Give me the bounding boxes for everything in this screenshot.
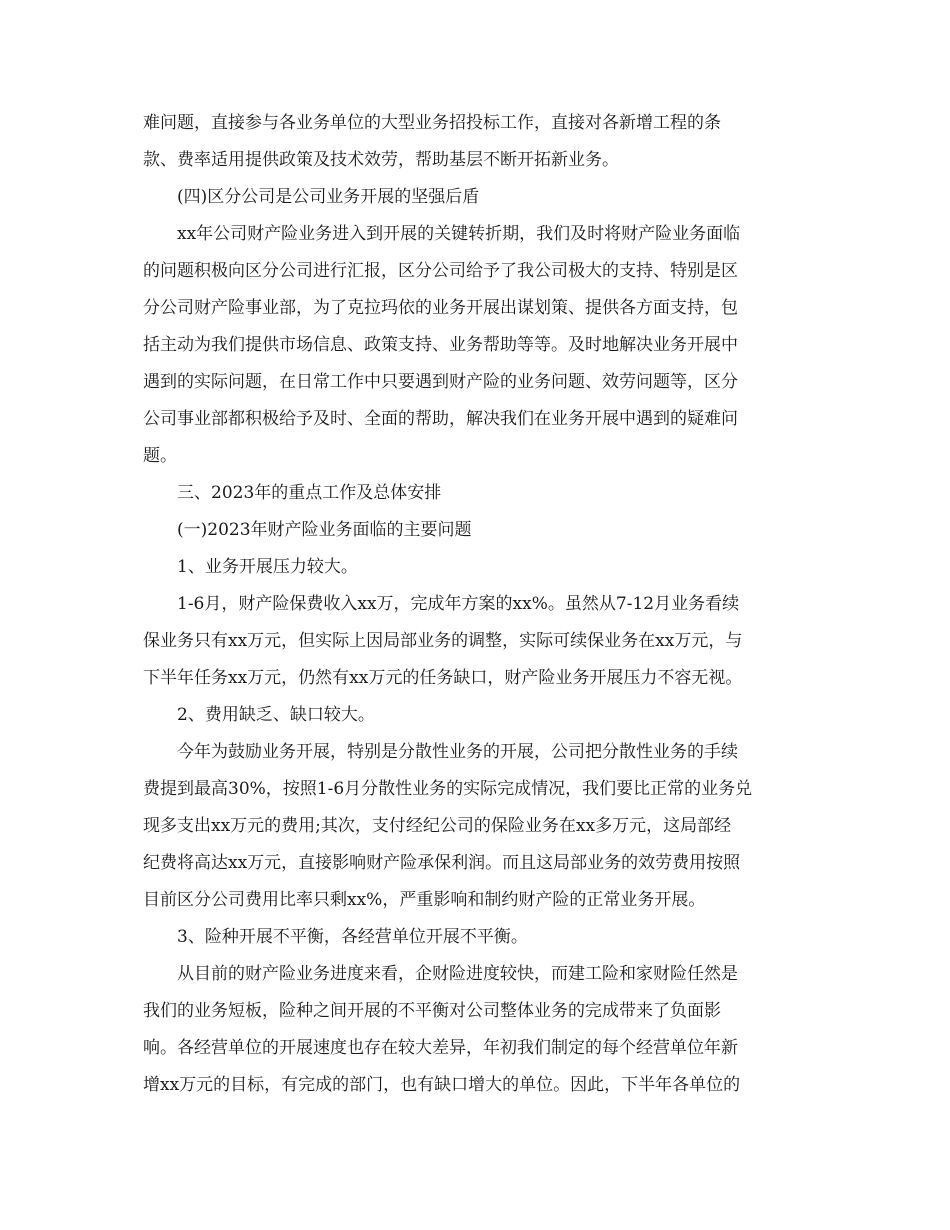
numbered-heading: 2、费用缺乏、缺口较大。 [177, 705, 375, 725]
text-line: 下半年任务xx万元，仍然有xx万元的任务缺口，财产险业务开展压力不容无视。 [143, 668, 743, 688]
paragraph-start: 从目前的财产险业务进度来看，企财险进度较快，而建工险和家财险任然是 [177, 964, 738, 984]
text-line: 的问题积极向区分公司进行汇报，区分公司给予了我公司极大的支持、特别是区 [143, 261, 738, 281]
text-line: 增xx万元的目标，有完成的部门，也有缺口增大的单位。因此，下半年各单位的 [143, 1075, 741, 1095]
text-line: 款、费率适用提供政策及技术效劳，帮助基层不断开拓新业务。 [143, 150, 619, 170]
paragraph-start: xx年公司财产险业务进入到开展的关键转折期，我们及时将财产险业务面临 [177, 224, 741, 244]
text-line: 保业务只有xx万元，但实际上因局部业务的调整，实际可续保业务在xx万元，与 [143, 631, 743, 651]
section-heading: (四)区分公司是公司业务开展的坚强后盾 [177, 187, 480, 207]
text-line: 难问题，直接参与各业务单位的大型业务招投标工作，直接对各新增工程的条 [143, 113, 721, 133]
text-line: 纪费将高达xx万元，直接影响财产险承保利润。而且这局部业务的效劳费用按照 [143, 853, 741, 873]
text-line: 响。各经营单位的开展速度也存在较大差异，年初我们制定的每个经营单位年新 [143, 1038, 738, 1058]
text-line: 遇到的实际问题，在日常工作中只要遇到财产险的业务问题、效劳问题等，区分 [143, 372, 738, 392]
paragraph-start: 今年为鼓励业务开展，特别是分散性业务的开展，公司把分散性业务的手续 [177, 742, 738, 762]
paragraph-start: 1-6月，财产险保费收入xx万，完成年方案的xx%。虽然从7-12月业务看续 [177, 594, 740, 614]
text-line: 目前区分公司费用比率只剩xx%，严重影响和制约财产险的正常业务开展。 [143, 890, 706, 910]
numbered-heading: 1、业务开展压力较大。 [177, 557, 358, 577]
text-line: 现多支出xx万元的费用;其次，支付经纪公司的保险业务在xx多万元，这局部经 [143, 816, 732, 836]
subsection-heading: (一)2023年财产险业务面临的主要问题 [177, 520, 472, 540]
text-line: 费提到最高30%，按照1-6月分散性业务的实际完成情况，我们要比正常的业务兑 [143, 779, 753, 799]
text-line: 括主动为我们提供市场信息、政策支持、业务帮助等等。及时地解决业务开展中 [143, 335, 738, 355]
text-line: 题。 [143, 446, 177, 466]
text-line: 公司事业部都积极给予及时、全面的帮助，解决我们在业务开展中遇到的疑难问 [143, 409, 738, 429]
section-heading: 三、2023年的重点工作及总体安排 [177, 483, 442, 503]
text-line: 分公司财产险事业部，为了克拉玛依的业务开展出谋划策、提供各方面支持，包 [143, 298, 738, 318]
text-line: 我们的业务短板，险种之间开展的不平衡对公司整体业务的完成带来了负面影 [143, 1001, 721, 1021]
numbered-heading: 3、险种开展不平衡，各经营单位开展不平衡。 [177, 927, 528, 947]
